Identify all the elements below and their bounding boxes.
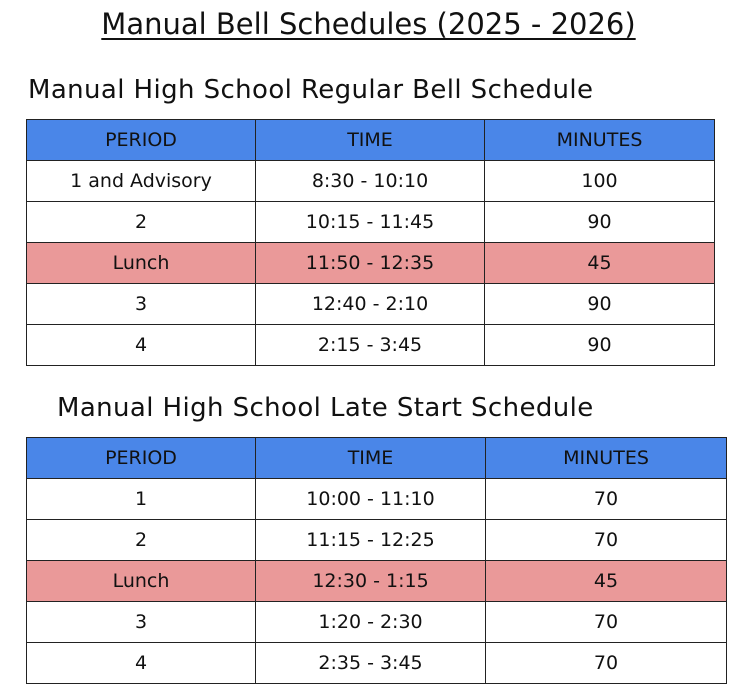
minutes-cell: 90	[485, 325, 715, 366]
table-row	[27, 161, 715, 202]
column-header-time: TIME	[256, 438, 486, 479]
minutes-cell: 70	[486, 520, 727, 561]
period-cell: Lunch	[27, 561, 256, 602]
period-cell: 3	[27, 284, 256, 325]
table-row	[27, 284, 715, 325]
time-cell: 12:30 - 1:15	[256, 561, 486, 602]
minutes-cell: 90	[485, 284, 715, 325]
period-cell: 2	[27, 520, 256, 561]
minutes-cell: 70	[486, 602, 727, 643]
table-header-row	[27, 120, 715, 161]
table-row	[27, 202, 715, 243]
column-header-time: TIME	[256, 120, 485, 161]
time-cell: 2:15 - 3:45	[256, 325, 485, 366]
table-row	[27, 520, 727, 561]
time-cell: 1:20 - 2:30	[256, 602, 486, 643]
minutes-cell: 90	[485, 202, 715, 243]
minutes-cell: 70	[486, 643, 727, 684]
table-row	[27, 325, 715, 366]
period-cell: 2	[27, 202, 256, 243]
column-header-minutes: MINUTES	[486, 438, 727, 479]
period-cell: 4	[27, 643, 256, 684]
lunch-row	[27, 243, 715, 284]
table-row	[27, 602, 727, 643]
minutes-cell: 45	[485, 243, 715, 284]
minutes-cell: 45	[486, 561, 727, 602]
late-start-schedule-title: Manual High School Late Start Schedule	[57, 393, 594, 423]
table-row	[27, 479, 727, 520]
time-cell: 12:40 - 2:10	[256, 284, 485, 325]
period-cell: 1 and Advisory	[27, 161, 256, 202]
column-header-minutes: MINUTES	[485, 120, 715, 161]
regular-schedule-title: Manual High School Regular Bell Schedule	[28, 75, 594, 105]
page-title: Manual Bell Schedules (2025 - 2026)	[101, 7, 636, 41]
period-cell: 3	[27, 602, 256, 643]
time-cell: 10:00 - 11:10	[256, 479, 486, 520]
time-cell: 11:15 - 12:25	[256, 520, 486, 561]
period-cell: 1	[27, 479, 256, 520]
time-cell: 2:35 - 3:45	[256, 643, 486, 684]
table-header-row	[27, 438, 727, 479]
regular-schedule-table	[26, 119, 715, 366]
late-start-schedule-table	[26, 437, 727, 684]
table-row	[27, 643, 727, 684]
column-header-period: PERIOD	[27, 120, 256, 161]
lunch-row	[27, 561, 727, 602]
minutes-cell: 100	[485, 161, 715, 202]
period-cell: Lunch	[27, 243, 256, 284]
period-cell: 4	[27, 325, 256, 366]
time-cell: 11:50 - 12:35	[256, 243, 485, 284]
column-header-period: PERIOD	[27, 438, 256, 479]
time-cell: 10:15 - 11:45	[256, 202, 485, 243]
minutes-cell: 70	[486, 479, 727, 520]
time-cell: 8:30 - 10:10	[256, 161, 485, 202]
